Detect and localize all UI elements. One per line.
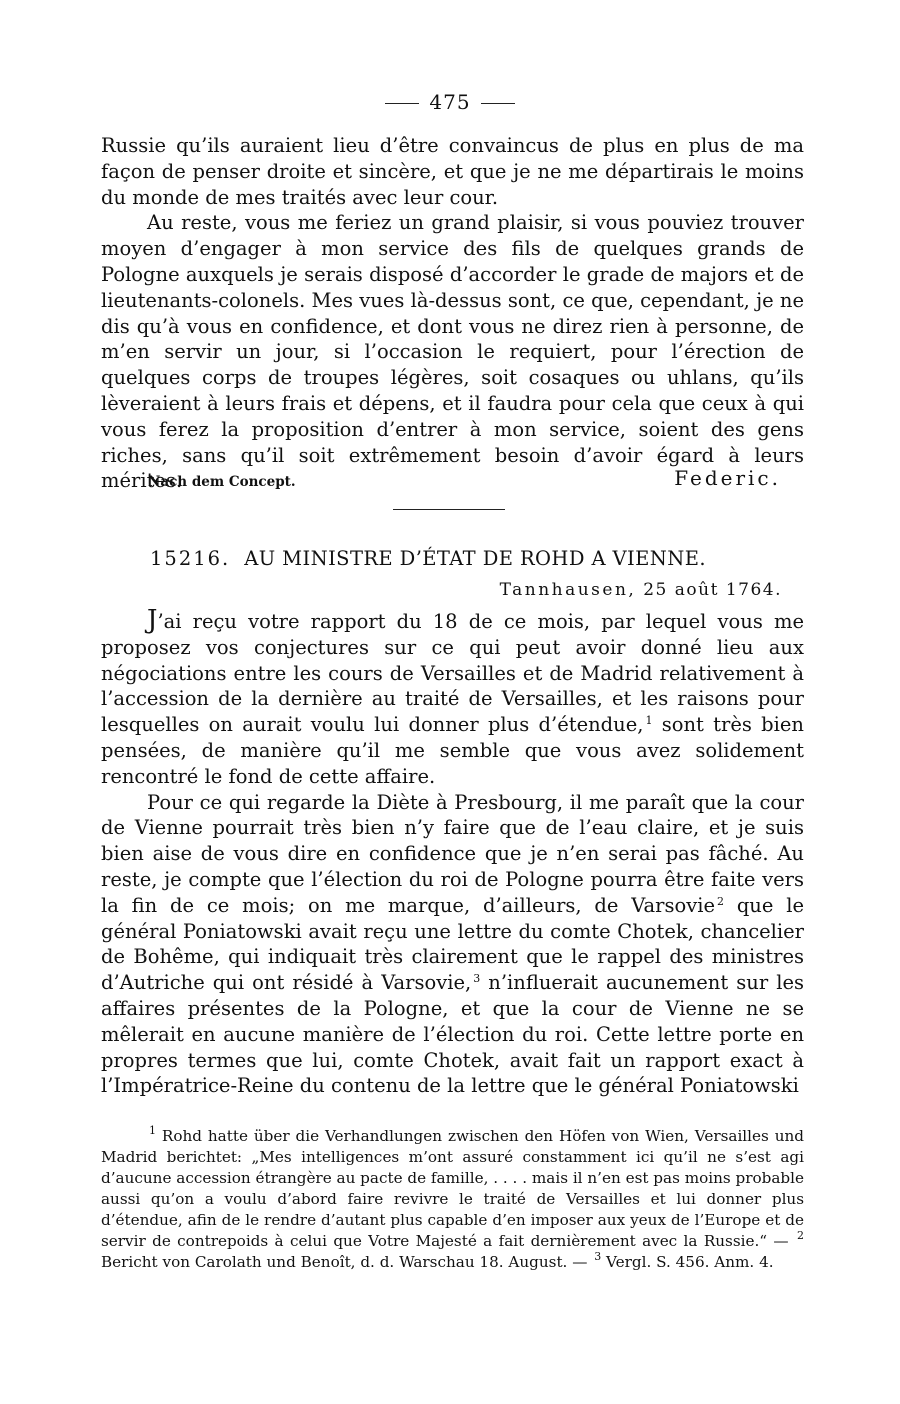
footnote-ref-2: 2	[717, 894, 725, 908]
footnote-ref-3: 3	[473, 972, 481, 986]
footnotes	[101, 1126, 804, 1273]
previous-letter-continuation	[101, 133, 804, 494]
page-number: 475	[0, 90, 900, 114]
footnote-ref-1: 1	[645, 714, 653, 728]
letter-paragraph-1: J’ai reçu votre rapport du 18 de ce mois, par lequel vous me proposez vos conjectures sur ce qui peut avoir donné lieu aux négociations entre les cours de Versailles et de Madrid relativement à l’accession de la dernière au traité de Versailles, et les raisons pour lesquelles on aurait voulu lui donner plus d’étendue, $^1$ sont très bien pensées, de manière qu’il me semble que vous avez solidement rencontré le fond de cette affaire.	[101, 605, 804, 788]
letter-title: AU MINISTRE D’ÉTAT DE ROHD A VIENNE.	[244, 547, 706, 570]
letter-date: 25 août 1764.	[643, 580, 782, 600]
footnote-mark-3: 3	[594, 1250, 602, 1263]
footnote-mark-2: 2	[797, 1229, 804, 1242]
signature: Federic.	[674, 466, 781, 490]
page-number-dash-left	[385, 103, 419, 104]
continuation-paragraph-2: Au reste, vous me feriez un grand plaisir, si vous pouviez trouver moyen d’engager à mon service des fils de quelques grands de Pologne auxquels je serais disposé d’accorder le grade de majors et de lieutenants-colonels. Mes vues là-dessus sont, ce que, cependant, je ne dis qu’à vous en confidence, et dont vous ne direz rien à personne, de m’en servir un jour, si l’occasion le requiert, pour l’érection de quelques corps de troupes légères, soit cosaques ou uhlans, qu’ils lèveraient à leurs frais et dépens, et il faudra pour cela que ceux à qui vous ferez la proposition d’entrer à mon service, soient des gens riches, sans qu’il soit extrêmement besoin d’avoir égard à leurs mérites.	[101, 211, 804, 493]
source-note: Nach dem Concept.	[148, 474, 296, 490]
section-divider	[393, 509, 505, 510]
letter-number: 15216.	[150, 547, 231, 570]
letter-place: Tannhausen,	[499, 580, 637, 600]
closing-row	[101, 466, 781, 492]
footnote-mark-1: 1	[149, 1124, 156, 1137]
page-number-dash-right	[481, 103, 515, 104]
letter-paragraph-2: Pour ce qui regarde la Diète à Presbourg, il me paraît que la cour de Vienne pourrait très bien n’y faire que de l’eau claire, et je suis bien aise de vous dire en confidence que je n’en serai pas fâché. Au reste, je compte que l’élection du roi de Pologne pourra être faite vers la fin de ce mois; on me marque, d’ailleurs, de Varsovie $^2$ que le général Poniatowski avait reçu une lettre du comte Chotek, chancelier de Bohême, qui indiquait très clairement que le rappel des ministres d’Autriche qui ont résidé à Varsovie, $^3$ n’influerait aucunement sur les affaires présentes de la Pologne, et que la cour de Vienne ne se mêlerait en aucune manière de l’élection du roi. Cette lettre porte en propres termes que lui, comte Chotek, avait fait un rapport exact à l’Impératrice-Reine du contenu de la lettre que le général Poniatowski	[101, 790, 804, 1098]
letter-heading	[150, 547, 850, 570]
footnote-text: $^1$ Rohd hatte über die Verhandlungen zwischen den Höfen von Wien, Versailles und Madrid berichtet: „Mes intelligences m’ont assuré constamment ici qu’il ne s’est agi d’aucune accession étrangère au pacte de famille, . . . . mais il n’en est pas moins probable aussi qu’on a voulu d’abord faire revivre le traité de Versailles et lui donner plus d’étendue, afin de le rendre d’autant plus capable d’en imposer aux yeux de l’Europe et de servir de contrepoids à celui que Votre Majesté a fait dernièrement avec la Russie.“ — $^2$ Bericht von Carolath und Benoît, d. d. Warschau 18. August. — $^3$ Vergl. S. 456. Anm. 4.	[101, 1124, 804, 1271]
continuation-paragraph-1: Russie qu’ils auraient lieu d’être convaincus de plus en plus de ma façon de penser droite et sincère, et que je ne me départirais le moins du monde de mes traités avec leur cour.	[101, 134, 804, 209]
drop-cap: J	[147, 605, 158, 635]
letter-dateline	[500, 580, 782, 600]
letter-body	[101, 605, 804, 1099]
